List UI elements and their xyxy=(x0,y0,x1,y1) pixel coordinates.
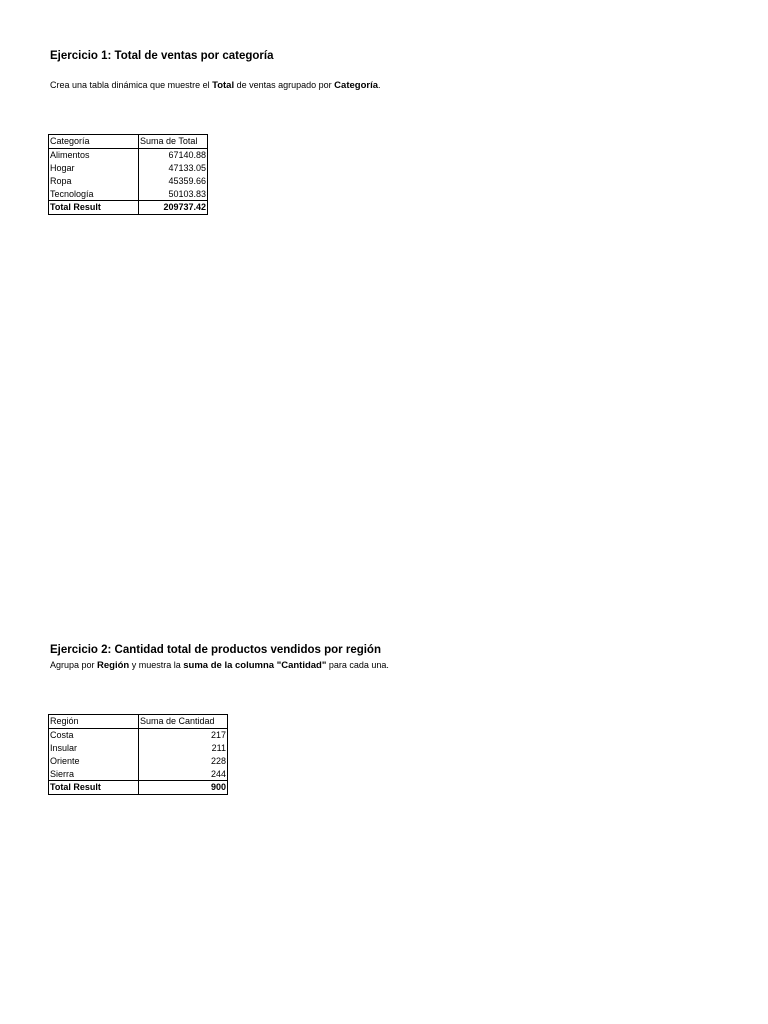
exercise2-instruction-bold1: Región xyxy=(97,660,130,671)
row-value-cell[interactable]: 217 xyxy=(139,728,228,741)
row-label-cell[interactable]: Ropa xyxy=(49,174,139,187)
row-value-cell[interactable]: 67140.88 xyxy=(139,148,208,161)
row-label-cell[interactable]: Costa xyxy=(49,728,139,741)
row-label-cell[interactable]: Sierra xyxy=(49,767,139,780)
table-row xyxy=(49,767,228,780)
row-value-cell[interactable]: 244 xyxy=(139,767,228,780)
row-label-cell[interactable]: Oriente xyxy=(49,754,139,767)
column-header-sum-total[interactable]: Suma de Total xyxy=(139,135,208,149)
exercise1-instruction-bold1: Total xyxy=(212,80,235,91)
exercise1-instruction-part2: de ventas agrupado por xyxy=(234,80,335,90)
exercise2-instruction-part3: para cada una. xyxy=(326,660,389,670)
exercise1-instruction xyxy=(50,80,381,91)
row-value-cell[interactable]: 45359.66 xyxy=(139,174,208,187)
exercise1-instruction-part1: Crea una tabla dinámica que muestre el xyxy=(50,80,213,90)
table-row xyxy=(49,754,228,767)
exercise2-instruction-bold2: suma de la columna "Cantidad" xyxy=(183,660,327,671)
table-row xyxy=(49,148,208,161)
table-header-row xyxy=(49,135,208,149)
column-header-region[interactable]: Región xyxy=(49,715,139,729)
table-row xyxy=(49,742,228,755)
exercise2-instruction xyxy=(50,660,389,671)
row-label-cell[interactable]: Tecnología xyxy=(49,187,139,200)
exercise1-instruction-part3: . xyxy=(378,80,381,90)
total-value-cell[interactable]: 209737.42 xyxy=(139,200,208,214)
row-label-cell[interactable]: Hogar xyxy=(49,162,139,175)
table-row xyxy=(49,174,208,187)
total-value-cell[interactable]: 900 xyxy=(139,780,228,794)
region-pivot-table xyxy=(48,714,228,795)
category-pivot-table xyxy=(48,134,208,215)
table-total-row xyxy=(49,780,228,794)
column-header-category[interactable]: Categoría xyxy=(49,135,139,149)
row-label-cell[interactable]: Insular xyxy=(49,742,139,755)
table-row xyxy=(49,187,208,200)
table-total-row xyxy=(49,200,208,214)
exercise2-instruction-part2: y muestra la xyxy=(129,660,184,670)
exercise2-instruction-part1: Agrupa por xyxy=(50,660,98,670)
table-header-row xyxy=(49,715,228,729)
exercise1-title: Ejercicio 1: Total de ventas por categoría xyxy=(50,50,274,62)
row-value-cell[interactable]: 50103.83 xyxy=(139,187,208,200)
table-row xyxy=(49,728,228,741)
row-value-cell[interactable]: 47133.05 xyxy=(139,162,208,175)
exercise2-title: Ejercicio 2: Cantidad total de productos vendidos por región xyxy=(50,644,381,656)
total-label-cell[interactable]: Total Result xyxy=(49,200,139,214)
row-label-cell[interactable]: Alimentos xyxy=(49,148,139,161)
row-value-cell[interactable]: 211 xyxy=(139,742,228,755)
exercise1-instruction-bold2: Categoría xyxy=(334,80,378,91)
total-label-cell[interactable]: Total Result xyxy=(49,780,139,794)
table-row xyxy=(49,162,208,175)
row-value-cell[interactable]: 228 xyxy=(139,754,228,767)
column-header-sum-quantity[interactable]: Suma de Cantidad xyxy=(139,715,228,729)
